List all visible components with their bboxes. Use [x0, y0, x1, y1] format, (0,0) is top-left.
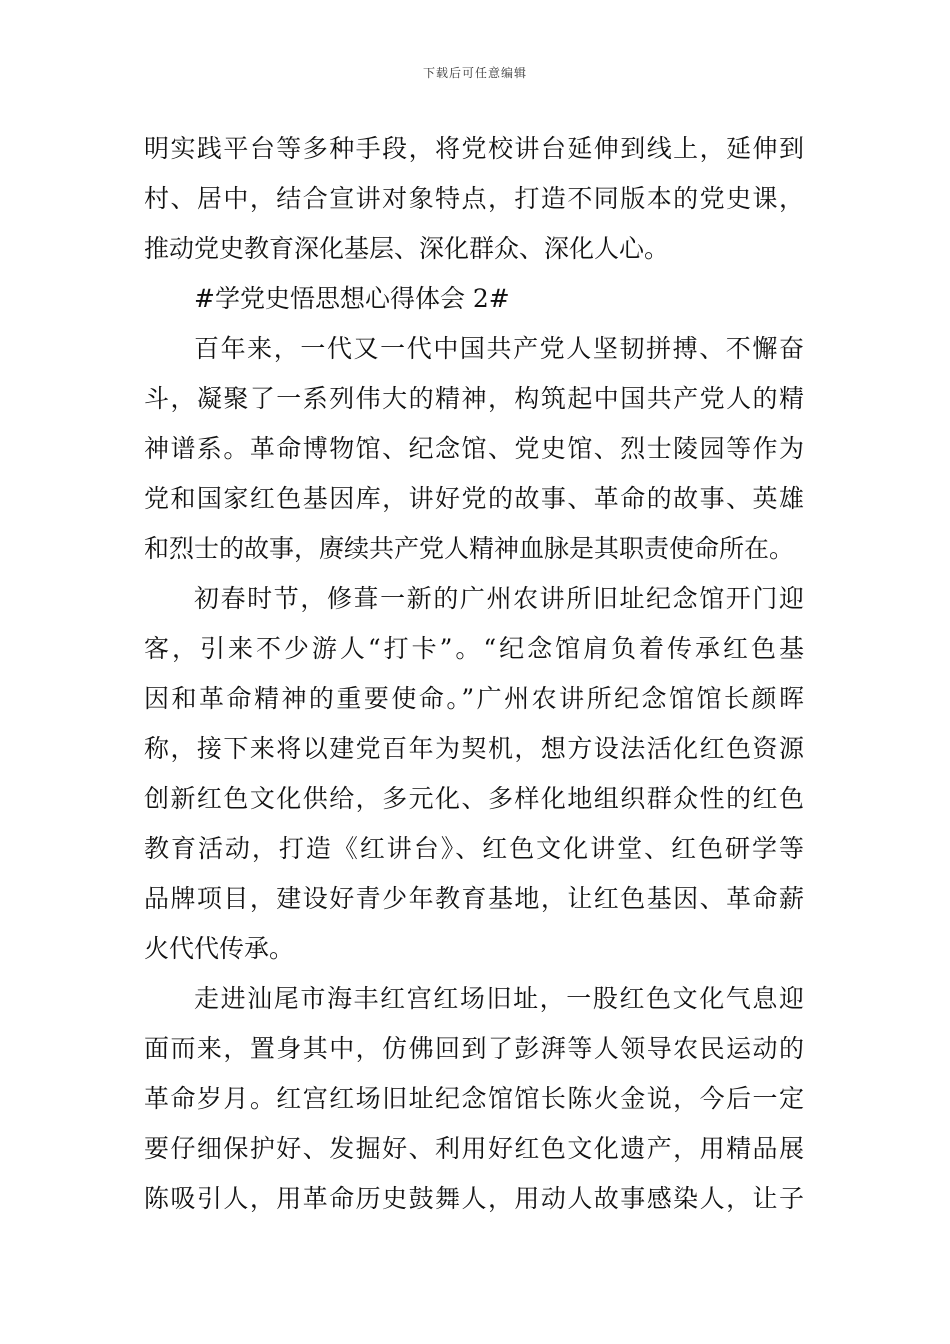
text-line: 创新红色文化供给，多元化、多样化地组织群众性的红色 [144, 784, 804, 813]
text-line: 党和国家红色基因库，讲好党的故事、革命的故事、英雄 [144, 484, 804, 513]
text-line: 斗，凝聚了一系列伟大的精神，构筑起中国共产党人的精 [144, 384, 804, 413]
text-line: 神谱系。革命博物馆、纪念馆、党史馆、烈士陵园等作为 [144, 434, 804, 463]
text-line: 火代代传承。 [144, 934, 295, 963]
text-line: 称，接下来将以建党百年为契机，想方设法活化红色资源 [144, 734, 804, 763]
text-line: 百年来，一代又一代中国共产党人坚韧拼搏、不懈奋 [194, 334, 804, 363]
text-line: 品牌项目，建设好青少年教育基地，让红色基因、革命薪 [144, 884, 804, 913]
text-line: 陈吸引人，用革命历史鼓舞人，用动人故事感染人，让子 [144, 1184, 804, 1213]
text-line: 初春时节，修葺一新的广州农讲所旧址纪念馆开门迎 [194, 584, 804, 613]
text-line: 客，引来不少游人“打卡”。“纪念馆肩负着传承红色基 [144, 634, 804, 663]
document-body [144, 124, 804, 1224]
text-line: 村、居中，结合宣讲对象特点，打造不同版本的党史课， [144, 184, 804, 213]
text-line: 面而来，置身其中，仿佛回到了彭湃等人领导农民运动的 [144, 1034, 804, 1063]
text-line: 和烈士的故事，赓续共产党人精神血脉是其职责使命所在。 [144, 534, 795, 563]
text-line: 走进汕尾市海丰红宫红场旧址，一股红色文化气息迎 [194, 984, 804, 1013]
header-note: 下载后可任意编辑 [422, 66, 527, 80]
text-line: 因和革命精神的重要使命。”广州农讲所纪念馆馆长颜晖 [144, 684, 804, 713]
section-heading: #学党史悟思想心得体会 2# [194, 284, 510, 313]
text-line: 推动党史教育深化基层、深化群众、深化人心。 [144, 234, 670, 263]
text-line: 教育活动，打造《红讲台》、红色文化讲堂、红色研学等 [144, 834, 804, 863]
text-line: 革命岁月。红宫红场旧址纪念馆馆长陈火金说，今后一定 [144, 1084, 804, 1113]
text-line: 明实践平台等多种手段，将党校讲台延伸到线上，延伸到 [144, 134, 804, 163]
text-line: 要仔细保护好、发掘好、利用好红色文化遗产，用精品展 [144, 1134, 804, 1163]
